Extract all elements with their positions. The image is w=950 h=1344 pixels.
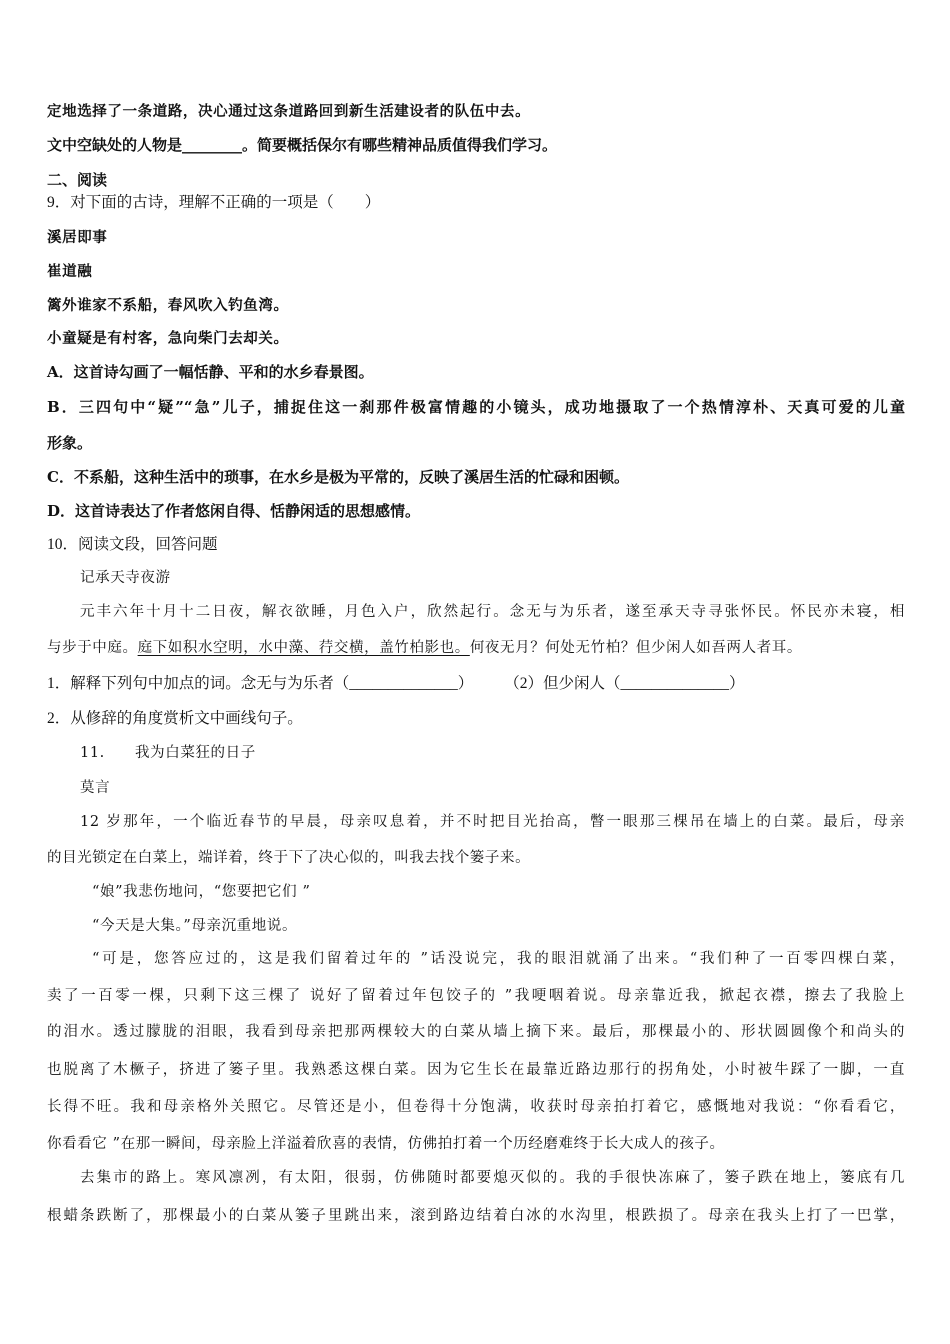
poem-line: 篱外谁家不系船，春风吹入钓鱼湾。 <box>47 297 289 314</box>
passage-text: 与步于中庭。 <box>47 640 138 656</box>
story-line: 你看看它 ”在那一瞬间，母亲脸上洋溢着欣喜的表情，仿佛拍打着一个历经磨难终于长大成人的孩子。 <box>47 1136 725 1152</box>
q11-title: 11. 我为白菜狂的日子 <box>80 745 256 761</box>
sub-question-1: 1．解释下列句中加点的词。念无与为乐者（______________） （2）但少闲人（______________） <box>47 675 745 692</box>
underlined-sentence: 庭下如积水空明，水中藻、荇交横，盖竹柏影也。 <box>137 640 470 656</box>
story-line: 的目光锁定在白菜上，端详着，终于下了决心似的，叫我去找个篓子来。 <box>47 850 531 866</box>
passage-title: 记承天寺夜游 <box>80 570 171 586</box>
q9-stem: 9．对下面的古诗，理解不正确的一项是（ ） <box>47 194 381 211</box>
story-line: 去集市的路上。寒风凛冽，有太阳，很弱，仿佛随时都要熄灭似的。我的手很快冻麻了，篓子跌在地上，篓底有几 <box>80 1170 905 1186</box>
option-d: D．这首诗表达了作者悠闲自得、恬静闲适的思想感情。 <box>47 502 421 520</box>
option-c: C．不系船，这种生活中的琐事，在水乡是极为平常的，反映了溪居生活的忙碌和困顿。 <box>47 468 629 486</box>
option-b-cont: 形象。 <box>47 434 93 452</box>
question-prompt: 文中空缺处的人物是________。简要概括保尔有哪些精神品质值得我们学习。 <box>47 136 558 154</box>
poem-line: 小童疑是有村客，急向柴门去却关。 <box>47 330 289 347</box>
option-a: A．这首诗勾画了一幅恬静、平和的水乡春景图。 <box>47 363 374 381</box>
poem-title: 溪居即事 <box>47 229 108 246</box>
passage-paragraph: 元丰六年十月十二日夜，解衣欲睡，月色入户，欣然起行。念无与为乐者，遂至承天寺寻张怀民。怀民亦未寝，相 <box>80 604 905 620</box>
story-line: 的泪水。透过朦胧的泪眼，我看到母亲把那两棵较大的白菜从墙上摘下来。最后，那棵最小的、形状圆圆像个和尚头的 <box>47 1024 905 1040</box>
passage-paragraph <box>47 638 802 658</box>
passage-text: 何夜无月？何处无竹柏？但少闲人如吾两人者耳。 <box>469 640 803 656</box>
poem-author: 崔道融 <box>47 263 93 280</box>
option-b: B．三四句中“疑”“急”儿子，捕捉住这一刹那件极富情趣的小镜头，成功地摄取了一个热情淳朴、天真可爱的儿童 <box>47 398 905 416</box>
story-line: 卖了一百零一棵，只剩下这三棵了 说好了留着过年包饺子的 ”我哽咽着说。母亲靠近我，掀起衣襟，擦去了我脸上 <box>47 988 905 1004</box>
text-line: 定地选择了一条道路，决心通过这条道路回到新生活建设者的队伍中去。 <box>47 103 531 120</box>
q10-stem: 10．阅读文段，回答问题 <box>47 536 218 553</box>
story-line: “今天是大集。”母亲沉重地说。 <box>92 918 298 934</box>
story-line: 12 岁那年，一个临近春节的早晨，母亲叹息着，并不时把目光抬高，瞥一眼那三棵吊在墙上的白菜。最后，母亲 <box>80 814 905 830</box>
story-line: “可是，您答应过的，这是我们留着过年的 ”话没说完，我的眼泪就涌了出来。“我们种了一百零四棵白菜， <box>92 951 905 967</box>
section-heading: 二、阅读 <box>47 171 108 189</box>
story-line: 长得不旺。我和母亲格外关照它。尽管还是小，但卷得十分饱满，收获时母亲拍打着它，感慨地对我说：“你看看它， <box>47 1099 905 1115</box>
story-line: 也脱离了木橛子，挤进了篓子里。我熟悉这棵白菜。因为它生长在最靠近路边那行的拐角处，小时被牛踩了一脚，一直 <box>47 1062 905 1078</box>
sub-question-2: 2．从修辞的角度赏析文中画线句子。 <box>47 710 303 727</box>
story-line: 根蜡条跌断了，那棵最小的白菜从篓子里跳出来，滚到路边结着白冰的水沟里，根跌损了。母亲在我头上打了一巴掌， <box>47 1208 905 1224</box>
q11-author: 莫言 <box>80 780 111 796</box>
story-line: “娘”我悲伤地问，“您要把它们 ” <box>92 884 311 900</box>
